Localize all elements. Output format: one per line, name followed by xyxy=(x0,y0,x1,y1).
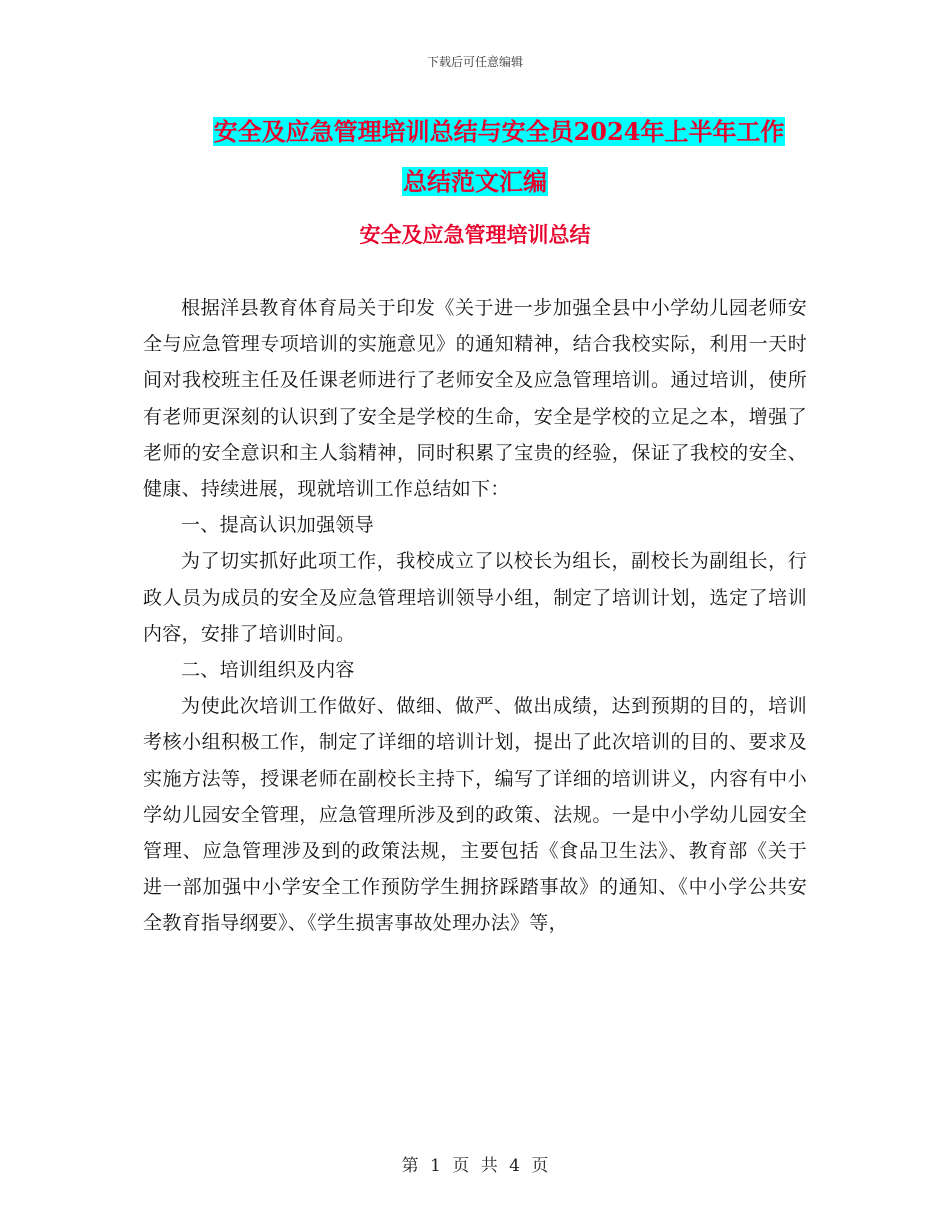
page-number-footer: 第 1 页 共 4 页 xyxy=(401,1156,549,1176)
document-body xyxy=(143,290,807,942)
document-title-line-1 xyxy=(0,110,950,154)
paragraph-intro: 根据洋县教育体育局关于印发《关于进一步加强全县中小学幼儿园老师安全与应急管理专项培训的实施意见》的通知精神，结合我校实际，利用一天时间对我校班主任及任课老师进行了老师安全及应急管理培训。通过培训，使所有老师更深刻的认识到了安全是学校的生命，安全是学校的立足之本，增强了老师的安全意识和主人翁精神，同时积累了宝贵的经验，保证了我校的安全、健康、持续进展，现就培训工作总结如下： xyxy=(143,297,807,501)
page-header-note: 下载后可任意编辑 xyxy=(426,55,523,69)
heading-training-organization: 二、培训组织及内容 xyxy=(181,659,355,682)
document-title-line-1-text: 安全及应急管理培训总结与安全员2024年上半年工作 xyxy=(213,117,785,146)
section-title: 安全及应急管理培训总结 xyxy=(359,222,591,247)
document-title-line-2-text: 总结范文汇编 xyxy=(403,167,547,196)
heading-raise-awareness: 一、提高认识加强领导 xyxy=(181,514,375,537)
document-title xyxy=(0,110,950,204)
document-title-line-2 xyxy=(0,160,950,204)
paragraph-leadership: 为了切实抓好此项工作，我校成立了以校长为组长，副校长为副组长，行政人员为成员的安全及应急管理培训领导小组，制定了培训计划，选定了培训内容，安排了培训时间。 xyxy=(143,550,807,645)
paragraph-training-content: 为使此次培训工作做好、做细、做严、做出成绩，达到预期的目的，培训考核小组积极工作，制定了详细的培训计划，提出了此次培训的目的、要求及实施方法等，授课老师在副校长主持下，编写了详细的培训讲义，内容有中小学幼儿园安全管理，应急管理所涉及到的政策、法规。一是中小学幼儿园安全管理、应急管理涉及到的政策法规，主要包括《食品卫生法》、教育部《关于进一部加强中小学安全工作预防学生拥挤踩踏事故》的通知、《中小学公共安全教育指导纲要》、《学生损害事故处理办法》等， xyxy=(143,695,807,935)
